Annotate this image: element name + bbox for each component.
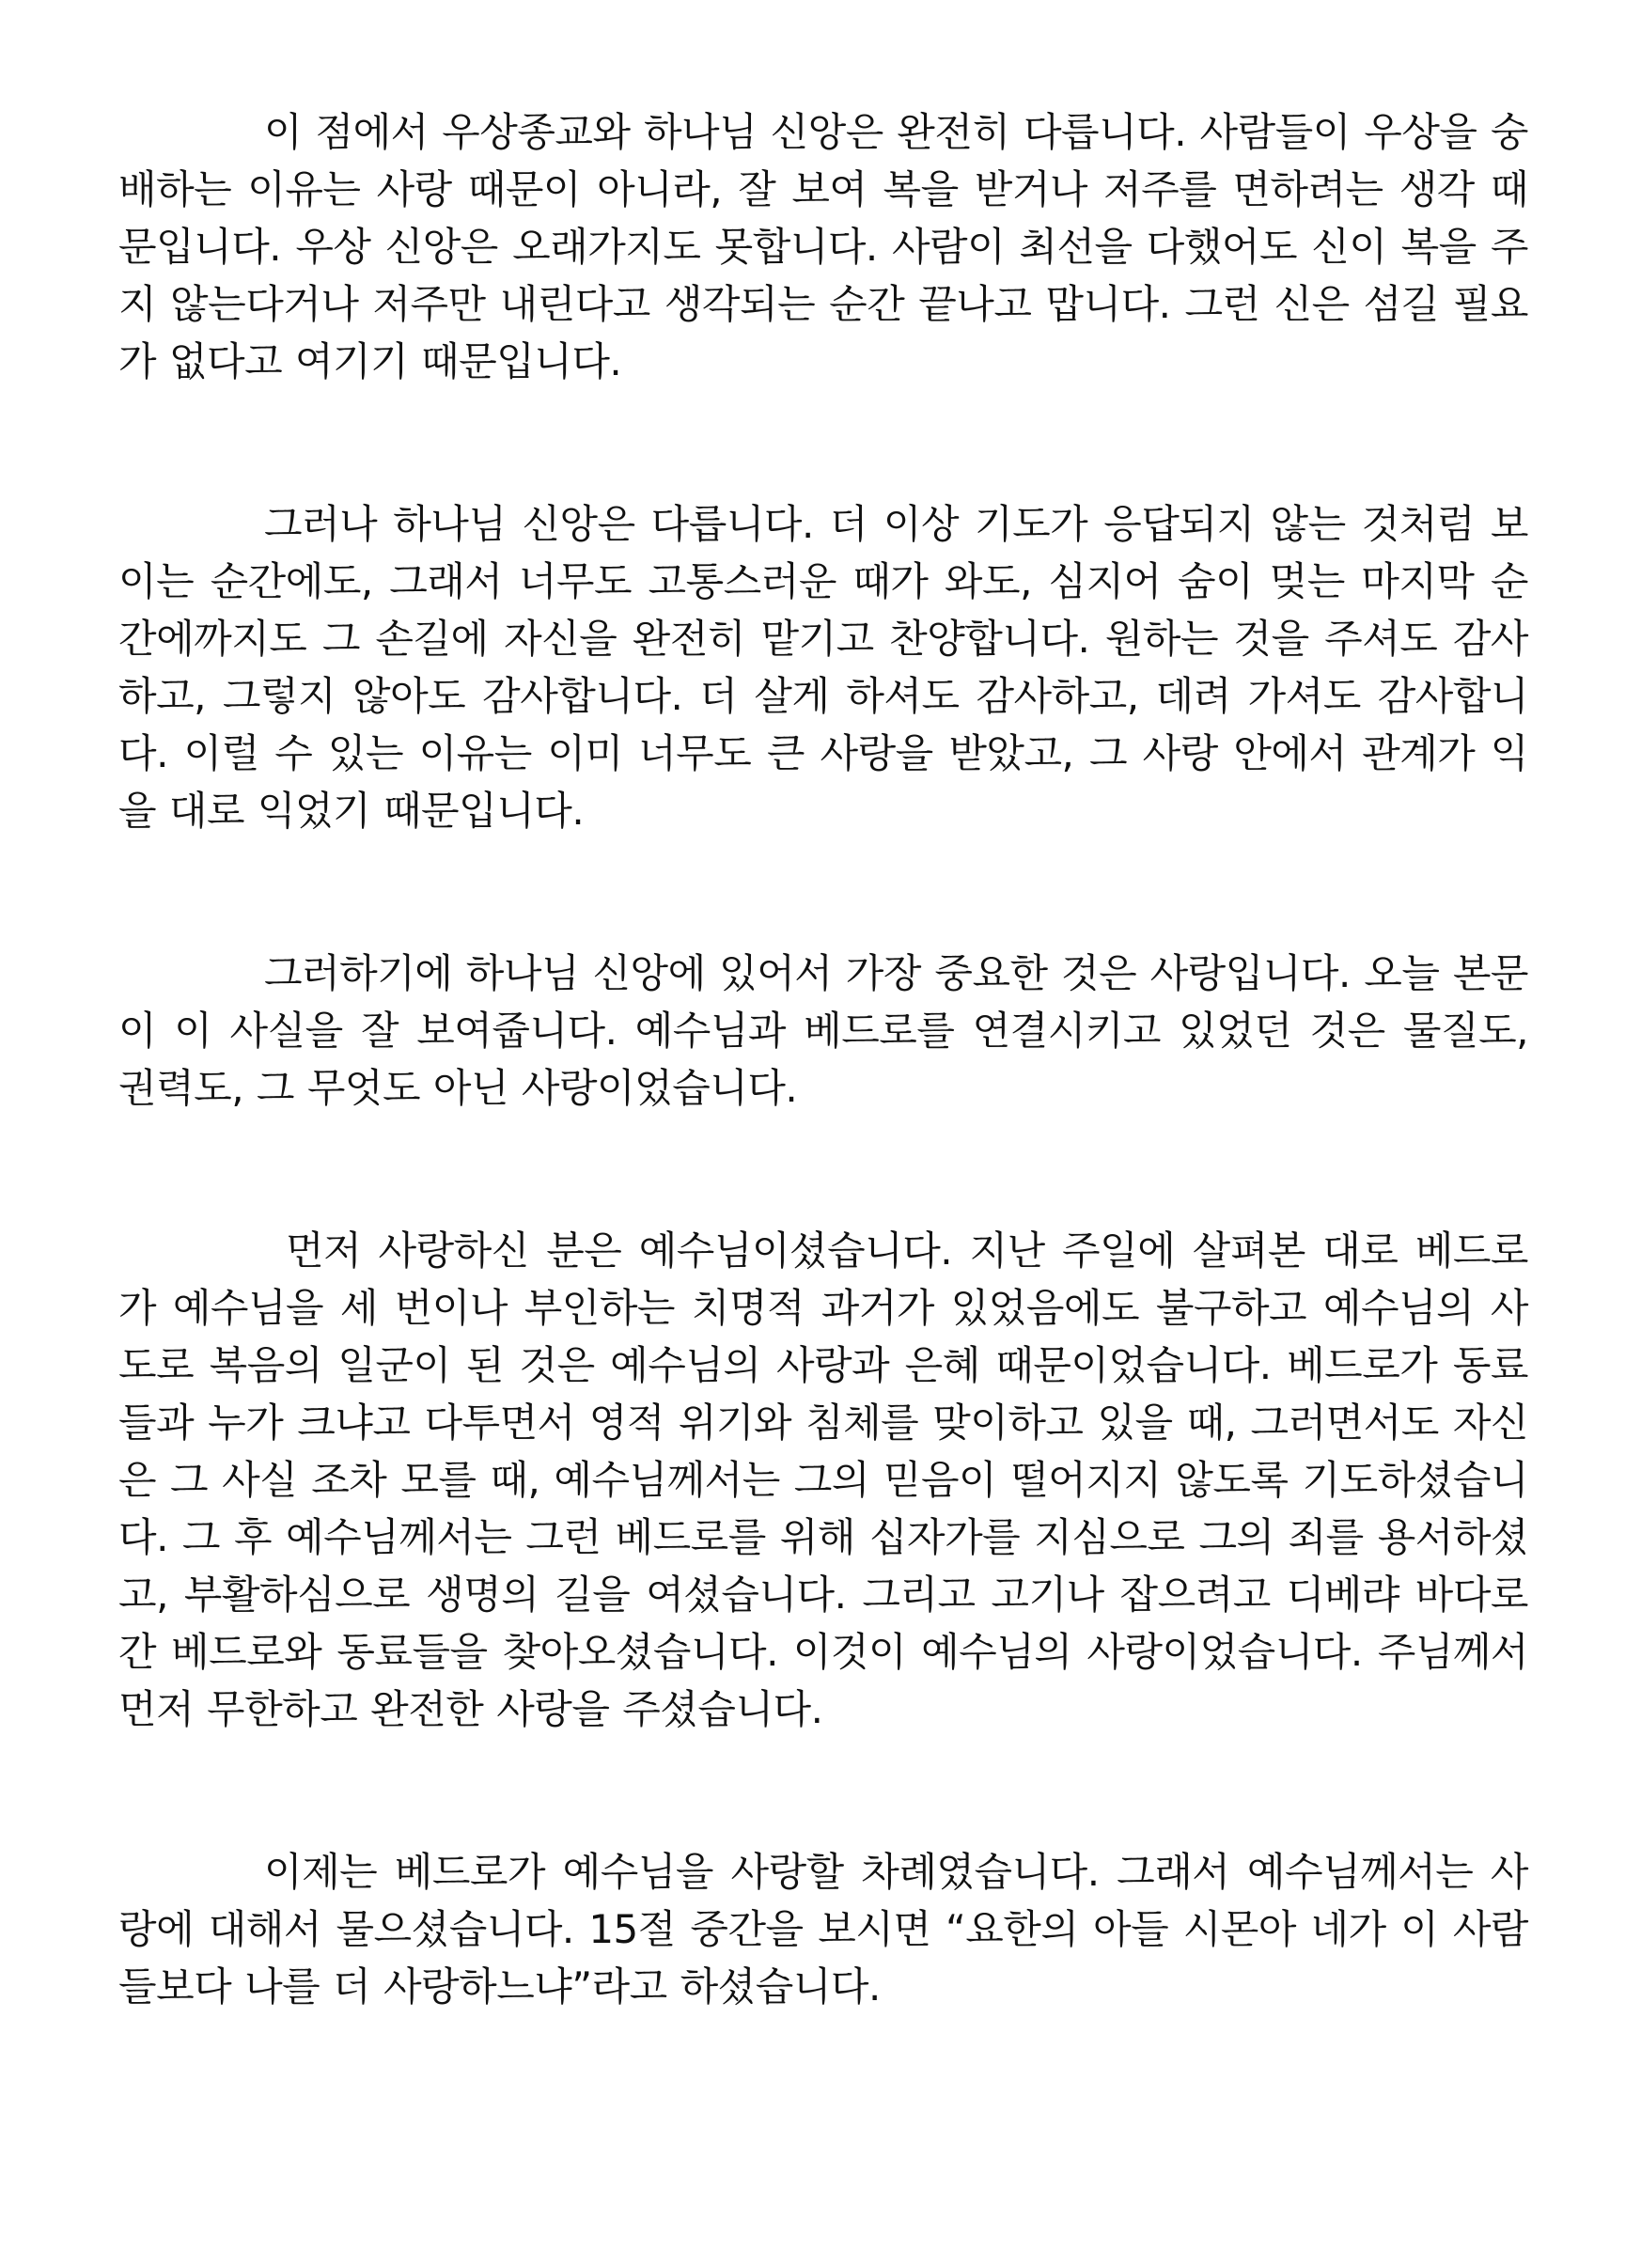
document-page — [118, 103, 1528, 2015]
paragraph-peters-turn: 이제는 베드로가 예수님을 사랑할 차례였습니다. 그래서 예수님께서는 사랑에 대해서 물으셨습니다. 15절 중간을 보시면 “요한의 아들 시몬아 네가 이 사람들보다 나를 더 사랑하느냐”라고 하셨습니다. — [118, 1849, 1528, 2010]
paragraph-idol-vs-faith: 이 점에서 우상종교와 하나님 신앙은 완전히 다릅니다. 사람들이 우상을 숭배하는 이유는 사랑 때문이 아니라, 잘 보여 복을 받거나 저주를 면하려는 생각 때문입니다. 우상 신앙은 오래가지도 못합니다. 사람이 최선을 다했어도 신이 복을 주지 않는다거나 저주만 내린다고 생각되는 순간 끝나고 맙니다. 그런 신은 섬길 필요가 없다고 여기기 때문입니다. — [118, 109, 1528, 384]
paragraph-faith-differs: 그러나 하나님 신앙은 다릅니다. 더 이상 기도가 응답되지 않는 것처럼 보이는 순간에도, 그래서 너무도 고통스러운 때가 와도, 심지어 숨이 멎는 마지막 순간에까지도 그 손길에 자신을 완전히 맡기고 찬양합니다. 원하는 것을 주셔도 감사하고, 그렇지 않아도 감사합니다. 더 살게 하셔도 감사하고, 데려 가셔도 감사합니다. 이럴 수 있는 이유는 이미 너무도 큰 사랑을 받았고, 그 사랑 안에서 관계가 익을 대로 익었기 때문입니다. — [118, 501, 1528, 834]
paragraph-love-most-important: 그러하기에 하나님 신앙에 있어서 가장 중요한 것은 사랑입니다. 오늘 본문이 이 사실을 잘 보여줍니다. 예수님과 베드로를 연결시키고 있었던 것은 물질도, 권력도, 그 무엇도 아닌 사랑이었습니다. — [118, 950, 1528, 1111]
paragraph-jesus-loved-first: 먼저 사랑하신 분은 예수님이셨습니다. 지난 주일에 살펴본 대로 베드로가 예수님을 세 번이나 부인하는 치명적 과거가 있었음에도 불구하고 예수님의 사도로 복음의 일군이 된 것은 예수님의 사랑과 은혜 때문이었습니다. 베드로가 동료들과 누가 크냐고 다투면서 영적 위기와 침체를 맞이하고 있을 때, 그러면서도 자신은 그 사실 조차 모를 때, 예수님께서는 그의 믿음이 떨어지지 않도록 기도하셨습니다. 그 후 예수님께서는 그런 베드로를 위해 십자가를 지심으로 그의 죄를 용서하셨고, 부활하심으로 생명의 길을 여셨습니다. 그리고 고기나 잡으려고 디베랴 바다로 간 베드로와 동료들을 찾아오셨습니다. 이것이 예수님의 사랑이었습니다. 주님께서 먼저 무한하고 완전한 사랑을 주셨습니다. — [118, 1228, 1528, 1732]
